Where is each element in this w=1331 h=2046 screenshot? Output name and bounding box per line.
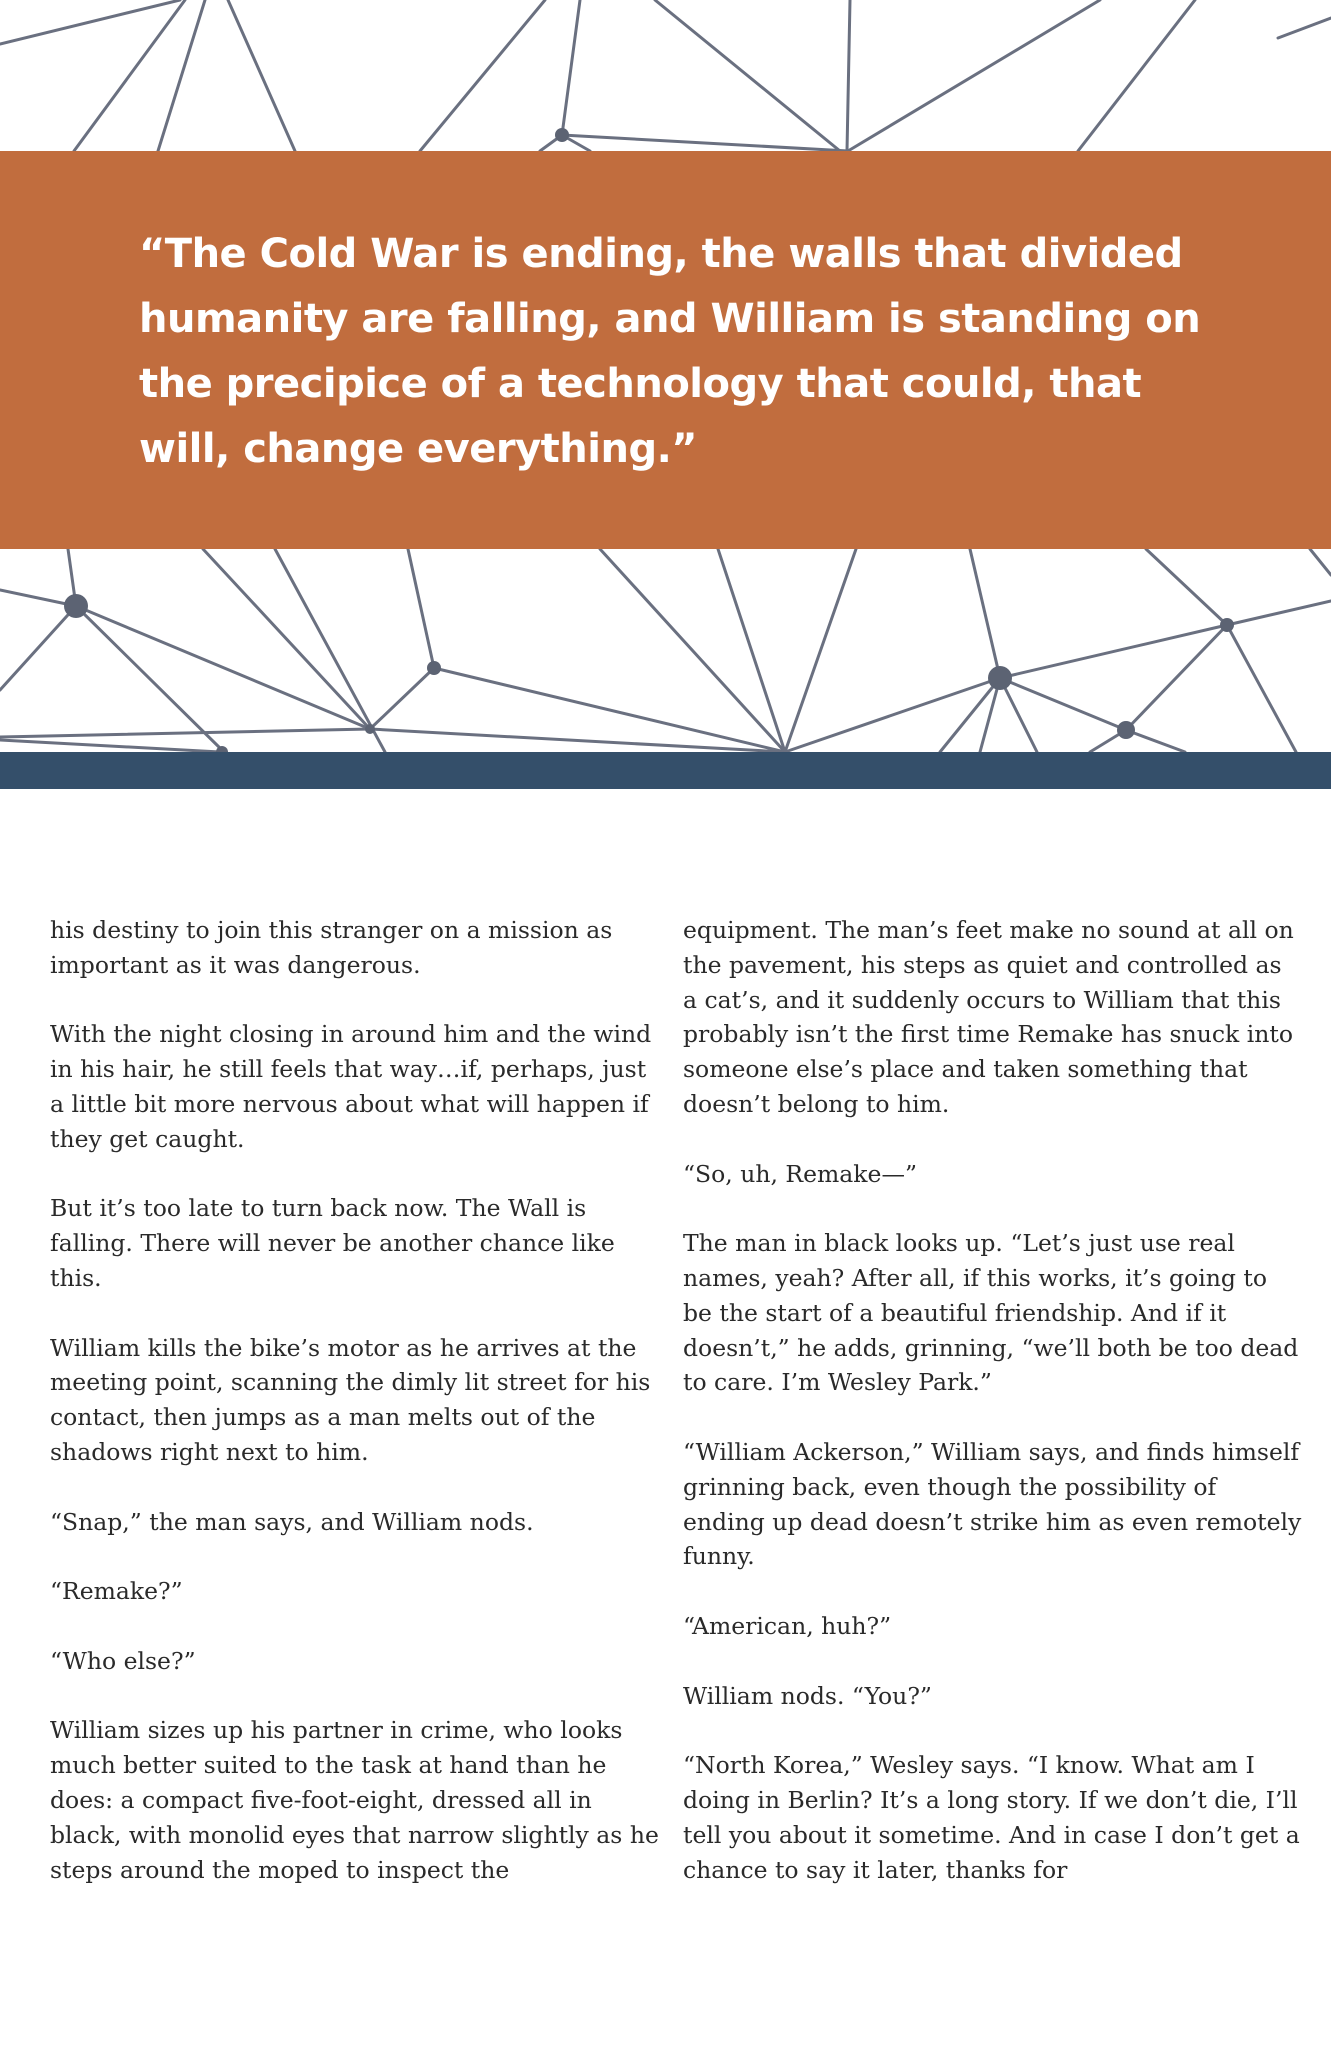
network-line — [1310, 549, 1331, 575]
network-line — [0, 606, 76, 690]
network-line — [785, 678, 1000, 752]
body-column-left — [50, 913, 660, 1922]
network-node — [427, 661, 441, 675]
network-line — [434, 668, 785, 752]
network-line — [1278, 18, 1331, 38]
network-line — [370, 729, 785, 752]
body-column-right — [683, 913, 1303, 1922]
network-line — [1078, 0, 1195, 151]
network-line — [1227, 625, 1296, 752]
network-line — [600, 549, 785, 752]
network-line — [203, 549, 370, 729]
network-line — [158, 0, 205, 151]
network-line — [420, 0, 545, 151]
network-line — [0, 729, 370, 737]
network-line — [1227, 601, 1331, 625]
paragraph: With the night closing in around him and the wind in his hair, he still feels that way…if, perhaps, just a little bit more nervous about what will happen if they get caught. — [50, 1020, 652, 1153]
network-line — [1146, 549, 1227, 625]
network-node — [1117, 721, 1135, 739]
network-line — [718, 549, 785, 752]
network-node — [555, 128, 569, 142]
network-node — [64, 594, 88, 618]
network-node — [1220, 618, 1234, 632]
network-line — [275, 549, 385, 752]
paragraph: “So, uh, Remake—” — [683, 1159, 917, 1188]
network-line — [970, 549, 1000, 678]
network-line — [408, 549, 434, 668]
paragraph: his destiny to join this stranger on a mission as important as it was dangerous. — [50, 916, 613, 979]
network-line — [655, 0, 840, 151]
network-line — [847, 0, 850, 151]
network-line — [562, 135, 848, 151]
paragraph: But it’s too late to turn back now. The Wall is falling. There will never be another chance like this. — [50, 1194, 615, 1292]
network-line — [228, 0, 295, 151]
paragraph: “American, huh?” — [683, 1611, 892, 1640]
paragraph: William nods. “You?” — [683, 1681, 932, 1710]
paragraph: “William Ackerson,” William says, and finds himself grinning back, even though the possibility of ending up dead doesn’t strike him as even remotely funny. — [683, 1437, 1302, 1571]
network-node — [365, 724, 375, 734]
network-line — [1126, 625, 1227, 730]
network-line — [76, 606, 224, 752]
paragraph: William sizes up his partner in crime, who looks much better suited to the task at hand than he does: a compact five-foot-eight, dressed all in black, with monolid eyes that narrow slightly as he steps around the moped to inspect the — [50, 1716, 659, 1884]
paragraph: “Remake?” — [50, 1577, 183, 1606]
network-node — [988, 666, 1012, 690]
network-line — [1000, 678, 1126, 730]
paragraph: The man in black looks up. “Let’s just use real names, yeah? After all, if this works, it’s going to be the start of a beautiful friendship. And if it doesn’t,” he adds, grinning, “we’ll both be too dead to care. I’m Wesley Park.” — [683, 1229, 1299, 1397]
network-line — [848, 0, 1100, 151]
network-line — [76, 606, 370, 729]
pull-quote-text: “The Cold War is ending, the walls that divided humanity are falling, and William is standing on the precipice of a technology that could, that will, change everything.” — [139, 231, 1201, 472]
network-line — [370, 668, 434, 729]
paragraph: “Snap,” the man says, and William nods. — [50, 1507, 534, 1536]
paragraph: William kills the bike’s motor as he arrives at the meeting point, scanning the dimly lit street for his contact, then jumps as a man melts out of the shadows right next to him. — [50, 1333, 651, 1466]
network-line — [1126, 730, 1185, 752]
network-line — [0, 740, 220, 752]
paragraph: “Who else?” — [50, 1646, 196, 1675]
network-line — [1000, 625, 1227, 678]
network-line — [1000, 678, 1037, 752]
network-line — [0, 0, 180, 44]
network-line — [785, 549, 856, 752]
paragraph: equipment. The man’s feet make no sound at all on the pavement, his steps as quiet and controlled as a cat’s, and it suddenly occurs to William that this probably isn’t the first time Remake has snuck into someone else’s place and taken something that doesn’t belong to him. — [683, 916, 1294, 1118]
accent-divider-bar — [0, 752, 1331, 789]
paragraph: “North Korea,” Wesley says. “I know. What am I doing in Berlin? It’s a long story. If we don’t die, I’ll tell you about it sometime. And in case I don’t get a chance to say it later, thanks for — [683, 1751, 1300, 1884]
network-line — [562, 0, 580, 135]
